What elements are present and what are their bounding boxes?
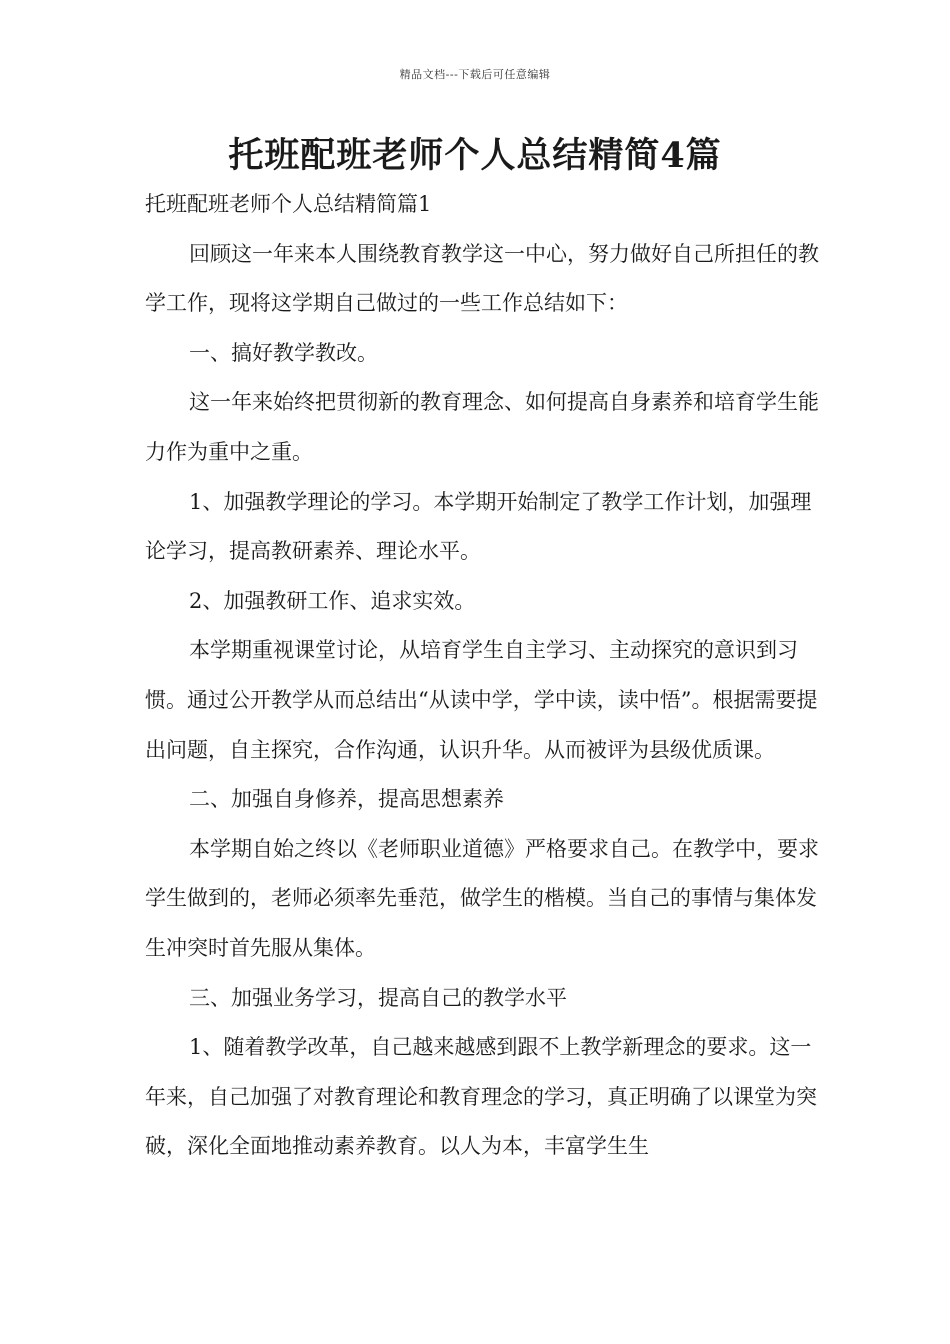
section-heading: 二、加强自身修养，提高思想素养: [189, 787, 504, 812]
document-body: [145, 180, 825, 1172]
paragraph: 1、随着教学改革，自己越来越感到跟不上教学新理念的要求。这一年来，自己加强了对教育理论和教育理念的学习，真正明确了以课堂为突破，深化全面地推动素养教育。以人为本，丰富学生生: [145, 1035, 817, 1159]
paragraph: 1、加强教学理论的学习。本学期开始制定了教学工作计划，加强理论学习，提高教研素养、理论水平。: [145, 489, 812, 564]
paragraph: 本学期重视课堂讨论，从培育学生自主学习、主动探究的意识到习惯。通过公开教学从而总结出“从读中学，学中读，读中悟”。根据需要提出问题，自主探究，合作沟通，认识升华。从而被评为县级优质课。: [145, 638, 818, 762]
paragraph: 这一年来始终把贯彻新的教育理念、如何提高自身素养和培育学生能力作为重中之重。: [145, 390, 819, 464]
paragraph: 回顾这一年来本人围绕教育教学这一中心，努力做好自己所担任的教学工作，现将这学期自己做过的一些工作总结如下：: [145, 241, 819, 316]
section-heading: 三、加强业务学习，提高自己的教学水平: [189, 985, 567, 1010]
paragraph: 2、加强教研工作、追求实效。: [189, 588, 476, 613]
paragraph: 本学期自始之终以《老师职业道德》严格要求自己。在教学中，要求学生做到的，老师必须率先垂范，做学生的楷模。当自己的事情与集体发生冲突时首先服从集体。: [145, 836, 819, 960]
document-title: 托班配班老师个人总结精简4篇: [228, 135, 722, 176]
header-note: 精品文档---下载后可任意编辑: [399, 68, 551, 81]
section-subtitle: 托班配班老师个人总结精简篇1: [145, 192, 432, 216]
section-heading: 一、搞好教学教改。: [189, 340, 378, 365]
